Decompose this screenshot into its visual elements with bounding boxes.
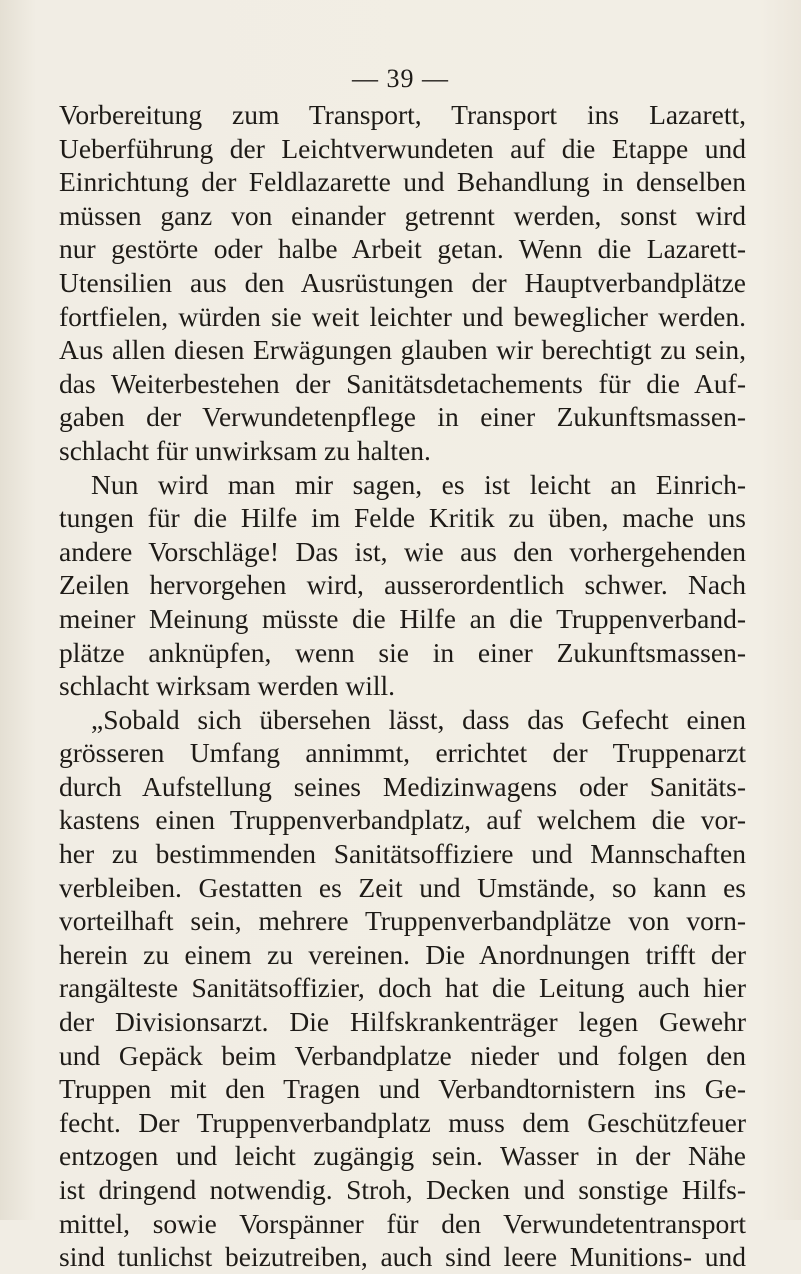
text-line: fortfielen, würden sie weit leichter und beweglicher werden.	[59, 300, 746, 332]
text-line: Truppen mit den Tragen und Verbandtornistern ins Ge-	[59, 1073, 746, 1105]
text-line: verbleiben. Gestatten es Zeit und Umstände, so kann es	[59, 871, 746, 903]
text-line-paragraph-end: schlacht für unwirksam zu halten.	[59, 434, 431, 466]
text-line: Ueberführung der Leichtverwundeten auf die Etappe und	[59, 132, 746, 164]
text-line: plätze anknüpfen, wenn sie in einer Zukunftsmassen-	[59, 636, 746, 668]
text-line-paragraph-end: schlacht wirksam werden will.	[59, 670, 396, 702]
text-line: sind tunlichst beizutreiben, auch sind leere Munitions- und	[59, 1241, 746, 1273]
text-line: herein zu einem zu vereinen. Die Anordnungen trifft der	[59, 938, 746, 970]
text-line: Vorbereitung zum Transport, Transport ins Lazarett,	[59, 99, 746, 130]
page-number: — 39 —	[352, 64, 449, 93]
text-line: Zeilen hervorgehen wird, ausserordentlich schwer. Nach	[59, 569, 746, 601]
text-line: ist dringend notwendig. Stroh, Decken und sonstige Hilfs-	[59, 1174, 746, 1205]
text-line: entzogen und leicht zugängig sein. Wasser in der Nähe	[59, 1140, 746, 1172]
text-line: nur gestörte oder halbe Arbeit getan. Wenn die Lazarett-	[59, 233, 746, 265]
text-line: andere Vorschläge! Das ist, wie aus den vorhergehenden	[59, 535, 746, 567]
text-line: vorteilhaft sein, mehrere Truppenverbandplätze von vorn-	[59, 905, 746, 937]
text-line: das Weiterbestehen der Sanitätsdetachements für die Auf-	[59, 367, 746, 399]
text-line: meiner Meinung müsste die Hilfe an die Truppenverband-	[59, 602, 746, 634]
text-line: Utensilien aus den Ausrüstungen der Hauptverbandplätze	[59, 266, 746, 298]
text-line: her zu bestimmenden Sanitätsoffiziere und Mannschaften	[59, 838, 746, 870]
text-line: der Divisionsarzt. Die Hilfskrankenträger legen Gewehr	[59, 1006, 746, 1038]
text-line: mittel, sowie Vorspänner für den Verwundetentransport	[59, 1207, 746, 1239]
text-line-paragraph-start: Nun wird man mir sagen, es ist leicht an Einrich-	[91, 468, 746, 500]
text-line: Aus allen diesen Erwägungen glauben wir berechtigt zu sein,	[59, 334, 746, 366]
text-line: fecht. Der Truppenverbandplatz muss dem Geschützfeuer	[59, 1106, 746, 1138]
text-line-paragraph-start: „Sobald sich übersehen lässt, dass das Gefecht einen	[91, 703, 746, 735]
text-line: Einrichtung der Feldlazarette und Behandlung in denselben	[59, 166, 746, 198]
text-line: grösseren Umfang annimmt, errichtet der Truppenarzt	[59, 737, 746, 769]
text-line: tungen für die Hilfe im Felde Kritik zu üben, mache uns	[59, 502, 746, 534]
text-line: kastens einen Truppenverbandplatz, auf welchem die vor-	[59, 804, 746, 836]
text-line: durch Aufstellung seines Medizinwagens oder Sanitäts-	[59, 770, 746, 802]
text-line: und Gepäck beim Verbandplatze nieder und folgen den	[59, 1039, 746, 1071]
text-line: müssen ganz von einander getrennt werden, sonst wird	[59, 199, 746, 231]
text-line: gaben der Verwundetenpflege in einer Zukunftsmassen-	[59, 401, 746, 433]
text-line: rangälteste Sanitätsoffizier, doch hat die Leitung auch hier	[59, 972, 746, 1004]
body-text	[59, 98, 746, 1274]
